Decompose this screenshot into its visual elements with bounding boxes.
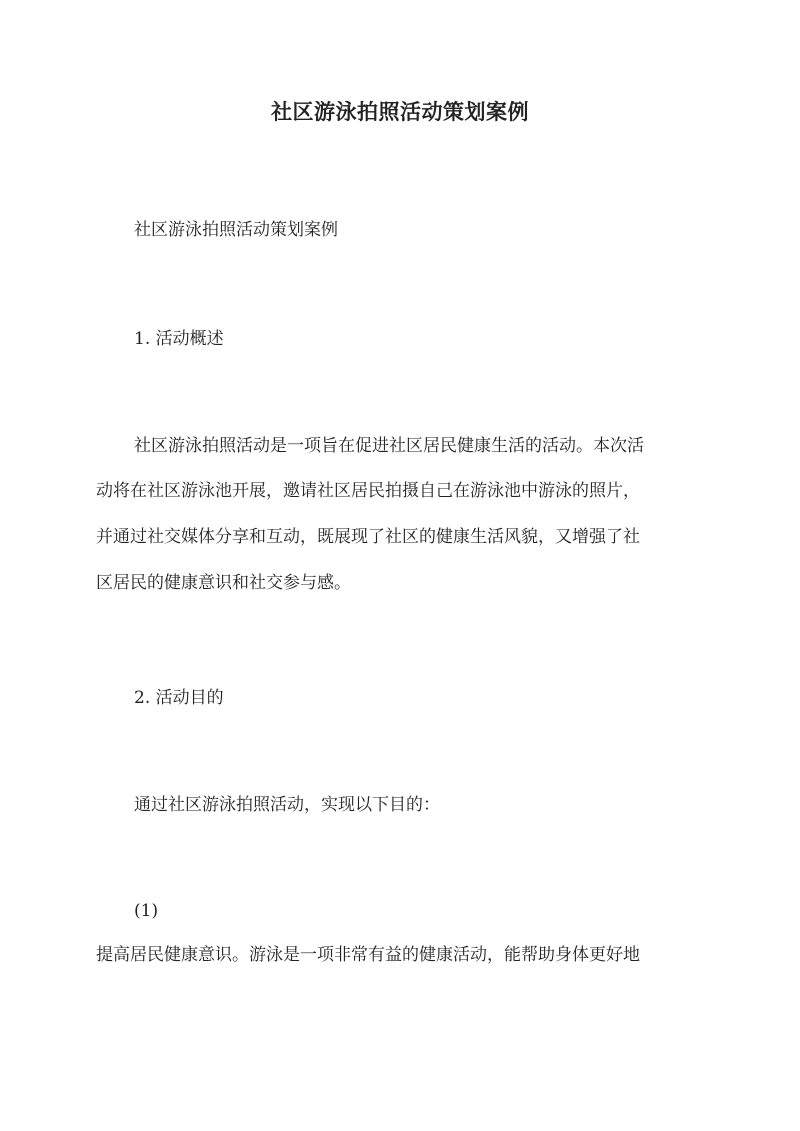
document-subtitle: 社区游泳拍照活动策划案例	[134, 220, 338, 240]
section-1-heading: 1. 活动概述	[134, 329, 224, 349]
section-2-item-1-line: 提高居民健康意识。游泳是一项非常有益的健康活动，能帮助身体更好地	[96, 945, 640, 965]
section-2-heading: 2. 活动目的	[134, 688, 224, 708]
section-1-line-2: 动将在社区游泳池开展，邀请社区居民拍摄自己在游泳池中游泳的照片，	[96, 481, 640, 501]
section-2-intro: 通过社区游泳拍照活动，实现以下目的：	[134, 795, 440, 815]
section-1-line-4: 区居民的健康意识和社交参与感。	[96, 573, 351, 593]
section-2-item-1-marker: (1)	[134, 901, 159, 921]
section-1-line-1: 社区游泳拍照活动是一项旨在促进社区居民健康生活的活动。本次活	[134, 436, 644, 456]
document-title: 社区游泳拍照活动策划案例	[271, 99, 529, 124]
section-1-line-3: 并通过社交媒体分享和互动，既展现了社区的健康生活风貌，又增强了社	[96, 527, 640, 547]
